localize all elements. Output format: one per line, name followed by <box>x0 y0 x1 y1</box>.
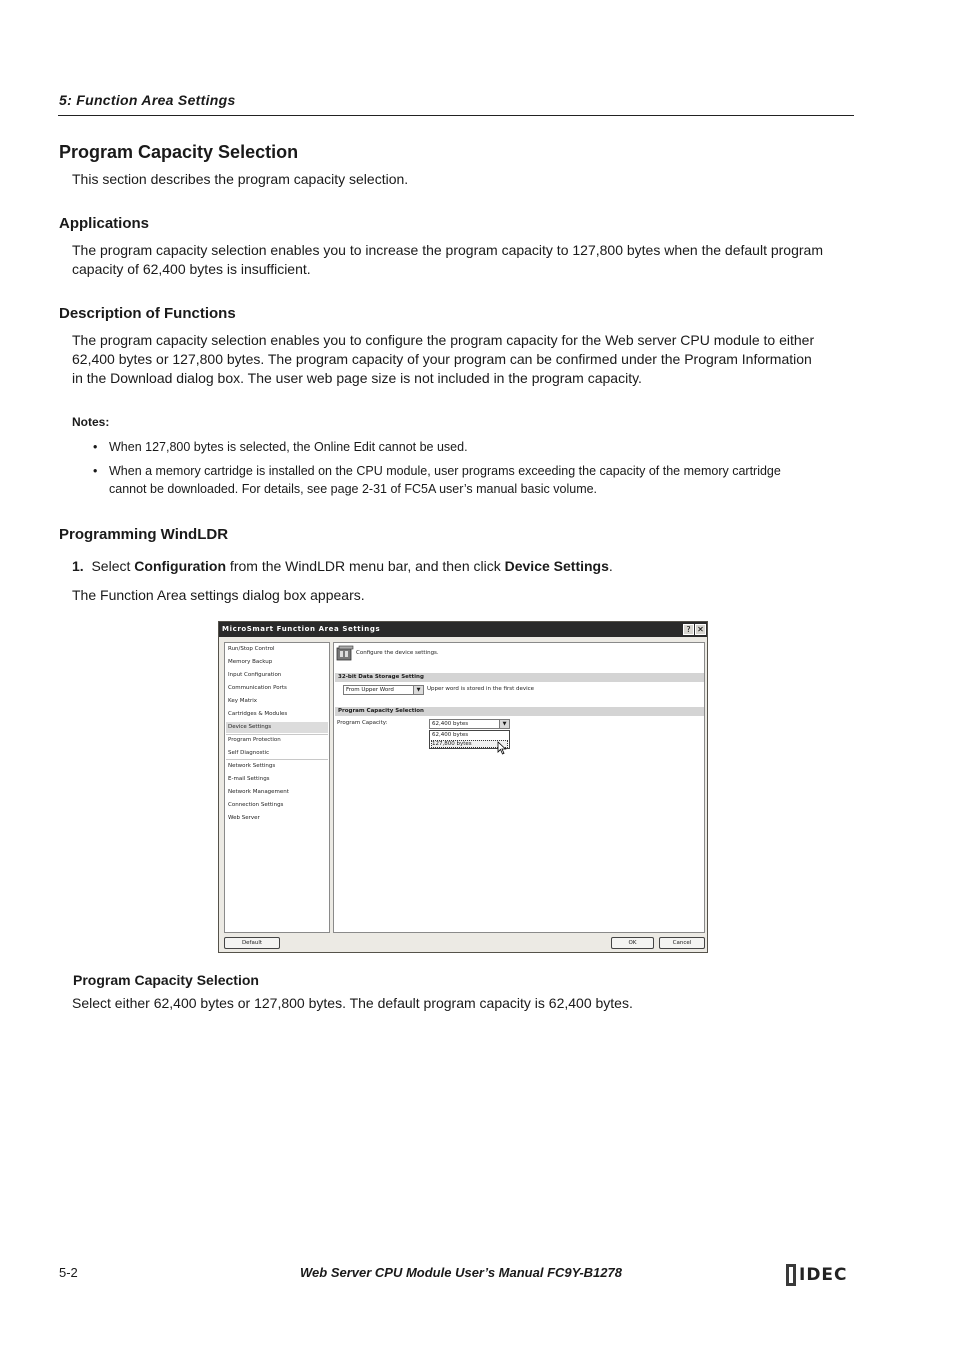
note-text: When 127,800 bytes is selected, the Online Edit cannot be used. <box>109 440 468 454</box>
data-storage-note: Upper word is stored in the first device <box>427 686 535 692</box>
nav-item-web-server[interactable]: Web Server <box>228 815 260 821</box>
description-text-line2: 62,400 bytes or 127,800 bytes. The program capacity of your program can be confirmed under the Program Information <box>72 351 812 367</box>
bullet-dot: • <box>93 464 98 478</box>
idec-logo <box>786 1264 856 1286</box>
data-storage-band: 32-bit Data Storage Setting <box>335 673 704 682</box>
nav-item-network-management[interactable]: Network Management <box>228 789 289 795</box>
nav-item-memory-backup[interactable]: Memory Backup <box>228 659 273 665</box>
chapter-header: 5: Function Area Settings <box>59 92 236 108</box>
logo-mark <box>786 1264 796 1286</box>
note-text-line1: When a memory cartridge is installed on the CPU module, user programs exceeding the capacity of the memory cartridge <box>109 464 781 478</box>
nav-item-network-settings[interactable]: Network Settings <box>228 763 276 769</box>
option-62400[interactable]: 62,400 bytes <box>432 732 469 738</box>
data-storage-value: From Upper Word <box>346 687 394 693</box>
after-step-text: The Function Area settings dialog box appears. <box>72 587 365 603</box>
description-text-line3: in the Download dialog box. The user web page size is not included in the program capacity. <box>72 370 642 386</box>
notes-title: Notes: <box>72 415 110 429</box>
nav-item-connection-settings[interactable]: Connection Settings <box>228 802 284 808</box>
note-item <box>93 438 833 456</box>
bullet-dot: • <box>93 440 98 454</box>
programming-heading: Programming WindLDR <box>59 526 229 543</box>
section-intro: This section describes the program capacity selection. <box>72 171 409 187</box>
nav-item-program-protection[interactable]: Program Protection <box>228 737 281 743</box>
chevron-down-icon[interactable]: ▼ <box>499 720 509 728</box>
default-button[interactable]: Default <box>224 937 280 949</box>
note-item <box>93 462 833 498</box>
step-text-mid: from the WindLDR menu bar, and then click <box>226 558 505 574</box>
help-button[interactable]: ? <box>683 624 694 635</box>
caption-text: Select either 62,400 bytes or 127,800 bytes. The default program capacity is 62,400 bytes. <box>72 995 633 1011</box>
nav-item-key-matrix[interactable]: Key Matrix <box>228 698 258 704</box>
dialog-title: MicroSmart Function Area Settings <box>219 622 707 637</box>
option-127800[interactable]: 127,800 bytes <box>432 741 472 747</box>
nav-item-run-stop-control[interactable]: Run/Stop Control <box>228 646 275 652</box>
ok-button[interactable]: OK <box>611 937 654 949</box>
program-capacity-select[interactable] <box>429 719 510 729</box>
device-settings-panel <box>333 642 705 933</box>
nav-divider <box>226 734 328 735</box>
program-capacity-label: Program Capacity: <box>337 720 388 726</box>
description-heading: Description of Functions <box>59 305 236 322</box>
device-settings-icon <box>336 645 354 661</box>
applications-text-line1: The program capacity selection enables you to increase the program capacity to 127,800 bytes when the default program <box>72 242 823 258</box>
step-text-pre: Select <box>91 558 135 574</box>
nav-item-email-settings[interactable]: E-mail Settings <box>228 776 270 782</box>
close-button[interactable]: ✕ <box>695 624 706 635</box>
page-number: 5-2 <box>59 1265 78 1280</box>
cancel-button[interactable]: Cancel <box>659 937 705 949</box>
step-bold-configuration: Configuration <box>134 558 227 574</box>
nav-item-cartridges-modules[interactable]: Cartridges & Modules <box>228 711 288 717</box>
note-text-line2: cannot be downloaded. For details, see page 2-31 of FC5A user’s manual basic volume. <box>109 482 598 496</box>
section-title: Program Capacity Selection <box>59 142 299 162</box>
settings-nav-list <box>224 642 330 933</box>
applications-heading: Applications <box>59 215 150 232</box>
nav-divider <box>226 759 328 760</box>
step-number: 1. <box>72 558 84 574</box>
chevron-down-icon[interactable]: ▼ <box>413 686 423 694</box>
header-rule <box>58 115 854 116</box>
description-text-line1: The program capacity selection enables you to configure the program capacity for the Web server CPU module to either <box>72 332 815 348</box>
data-storage-select[interactable] <box>343 685 424 695</box>
function-area-settings-dialog <box>218 621 708 953</box>
step-text-end: . <box>608 558 613 574</box>
nav-item-communication-ports[interactable]: Communication Ports <box>228 685 287 691</box>
applications-text-line2: capacity of 62,400 bytes is insufficient. <box>72 261 311 277</box>
panel-caption: Configure the device settings. <box>356 650 439 656</box>
nav-item-self-diagnostic[interactable]: Self Diagnostic <box>228 750 270 756</box>
mouse-cursor-icon <box>497 741 507 755</box>
step-1 <box>72 557 862 576</box>
nav-item-device-settings[interactable]: Device Settings <box>228 724 272 730</box>
manual-title: Web Server CPU Module User’s Manual FC9Y-B1278 <box>300 1265 622 1280</box>
step-bold-device-settings: Device Settings <box>504 558 609 574</box>
program-capacity-band: Program Capacity Selection <box>335 707 704 716</box>
nav-item-input-configuration[interactable]: Input Configuration <box>228 672 282 678</box>
logo-text: IDEC <box>799 1265 848 1285</box>
program-capacity-value: 62,400 bytes <box>432 721 469 727</box>
caption-title: Program Capacity Selection <box>73 972 259 988</box>
